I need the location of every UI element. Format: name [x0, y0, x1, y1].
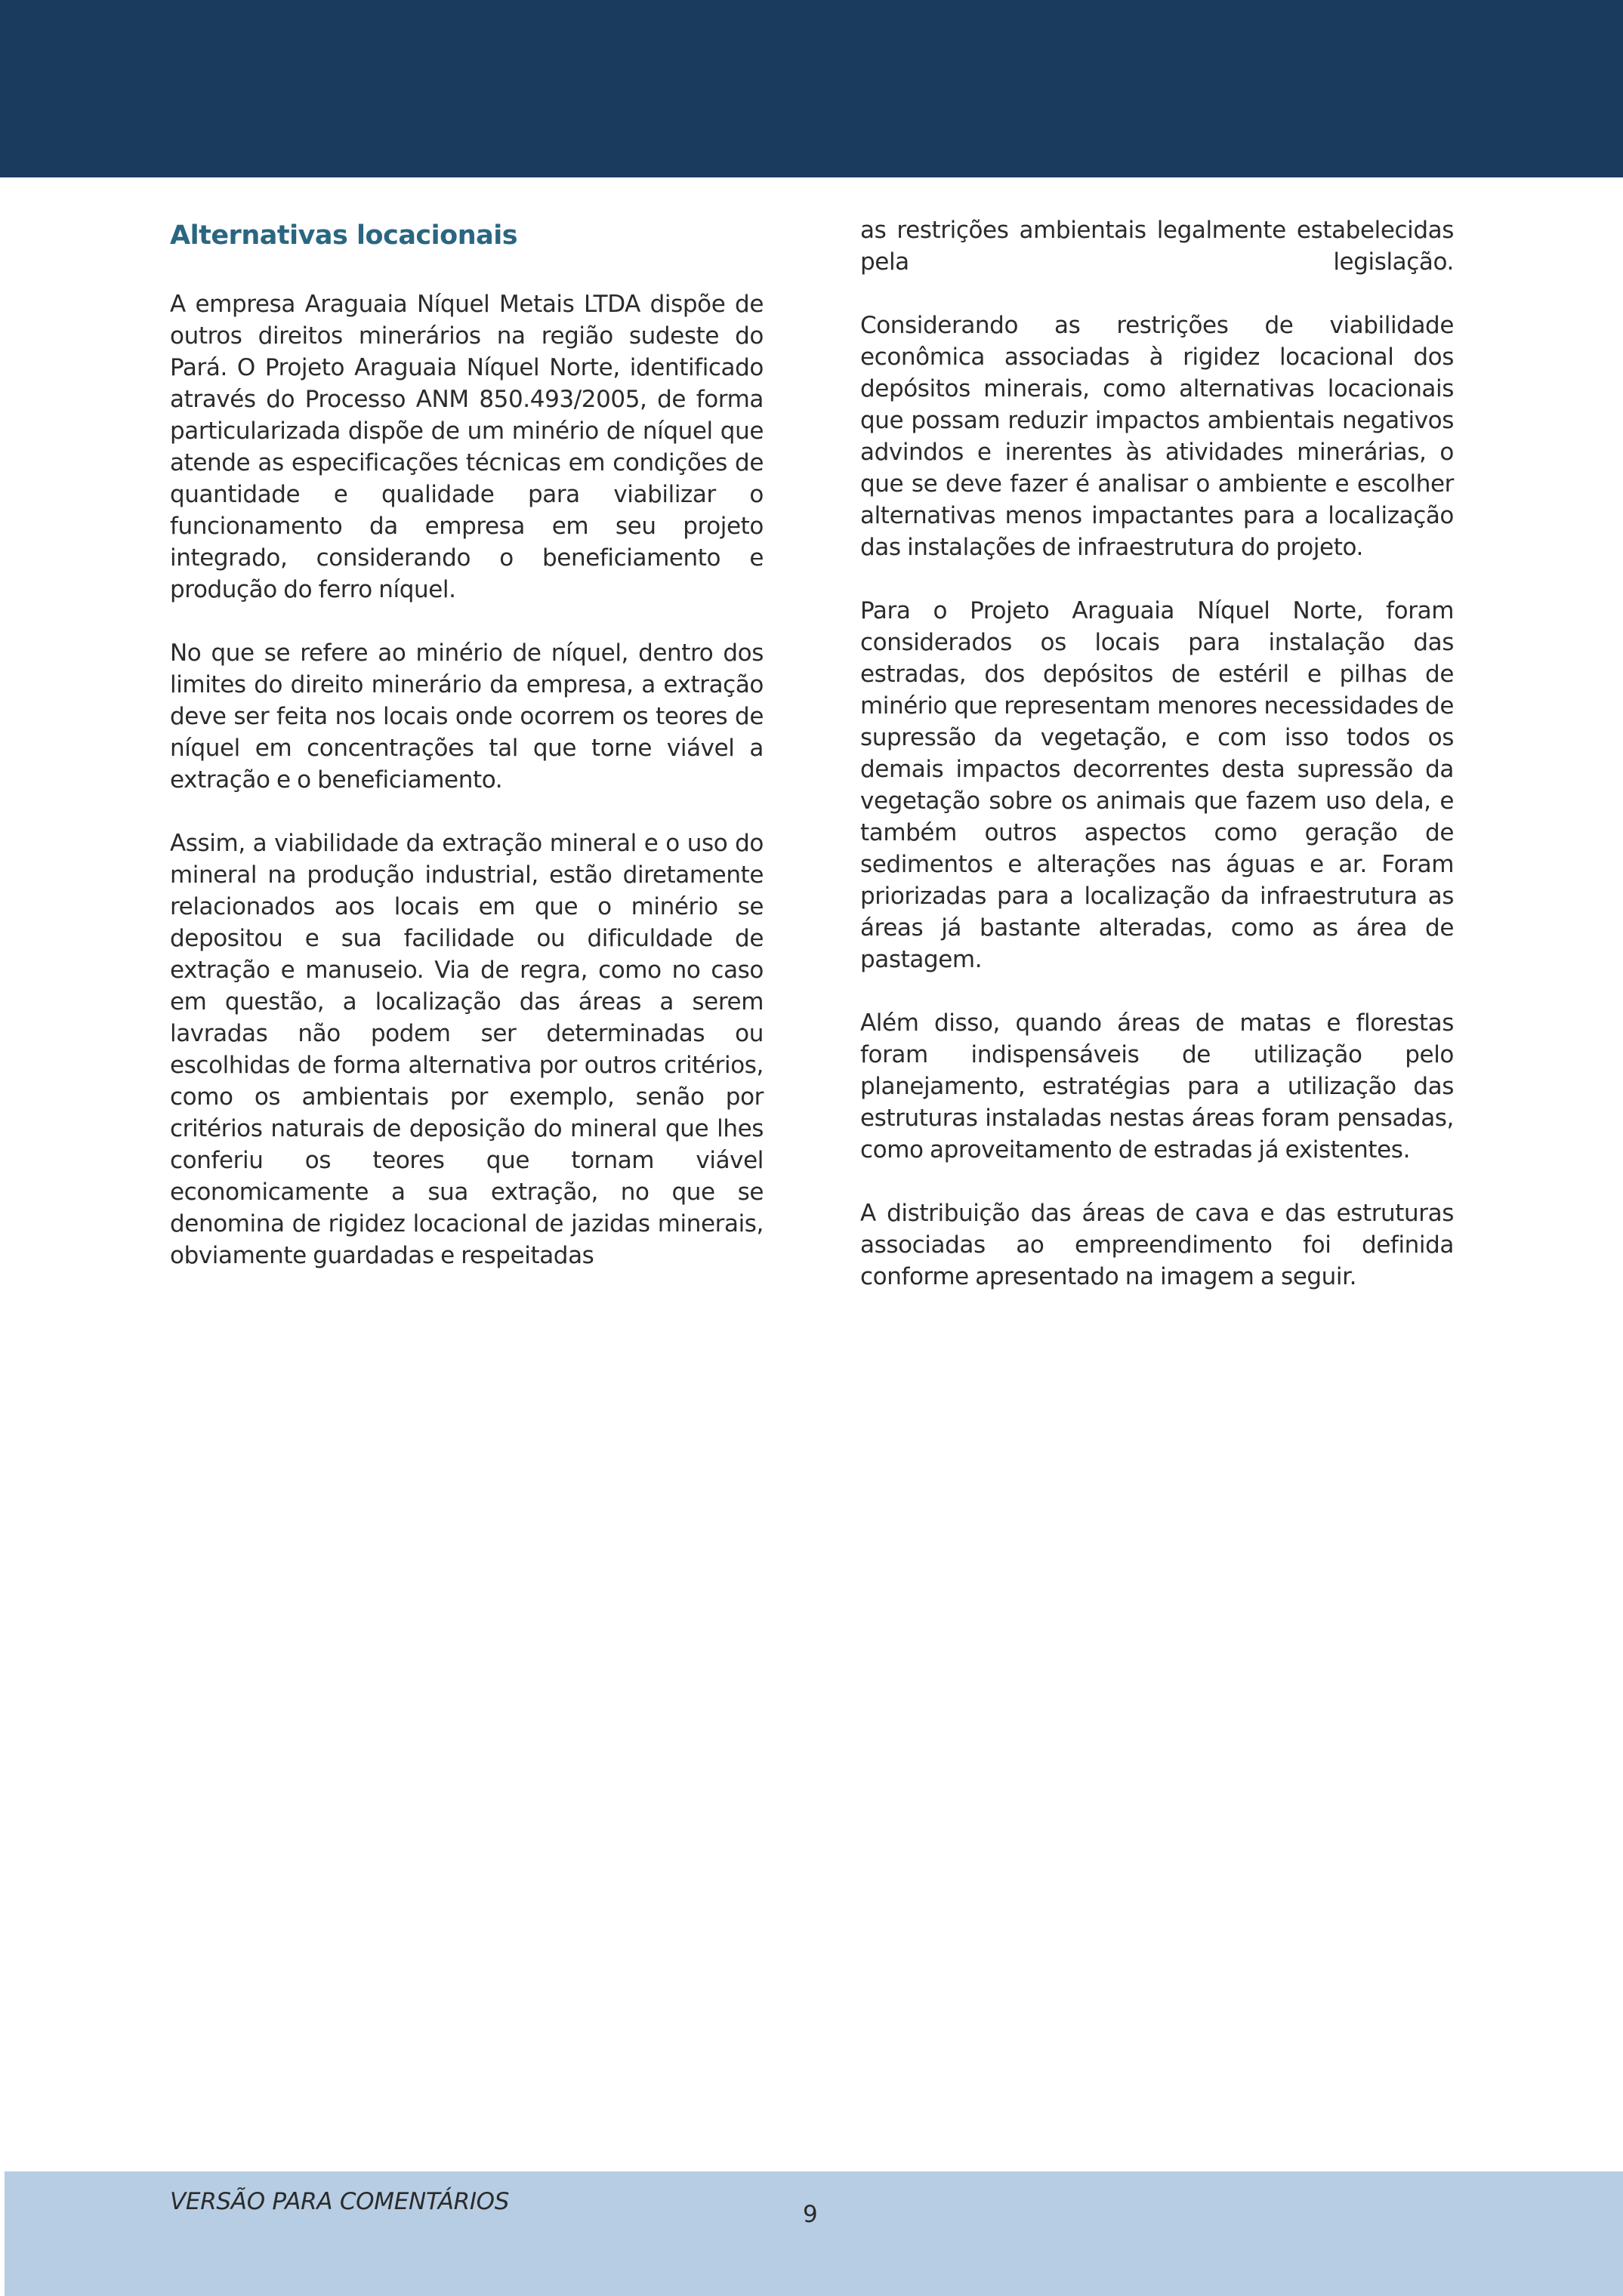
- header-band: [0, 0, 1623, 177]
- footer-version-label: VERSÃO PARA COMENTÁRIOS: [170, 2188, 510, 2215]
- paragraph: No que se refere ao minério de níquel, dentro dos limites do direito minerário da empresa, a extração deve ser feita nos locais onde ocorrem os teores de níquel em concentrações tal que torne viável a extração e o beneficiamento.: [170, 639, 764, 794]
- section-title: Alternativas locacionais: [170, 220, 518, 251]
- paragraph: Considerando as restrições de viabilidade econômica associadas à rigidez locacional dos depósitos minerais, como alternativas locacionais que possam reduzir impactos ambientais negativos advindos e inerentes às atividades minerárias, o que se deve fazer é analisar o ambiente e escolher alternativas menos impactantes para a localização das instalações de infraestrutura do projeto.: [860, 312, 1454, 561]
- paragraph: Para o Projeto Araguaia Níquel Norte, foram considerados os locais para instalação das estradas, dos depósitos de estéril e pilhas de minério que representam menores necessidades de supressão da vegetação, e com isso todos os demais impactos decorrentes desta supressão da vegetação sobre os animais que fazem uso dela, e também outros aspectos como geração de sedimentos e alterações nas águas e ar. Foram priorizadas para a localização da infraestrutura as áreas já bastante alteradas, como as área de pastagem.: [860, 597, 1454, 973]
- right-column: [860, 214, 1454, 1324]
- paragraph: Assim, a viabilidade da extração mineral e o uso do mineral na produção industrial, estão diretamente relacionados aos locais em que o minério se depositou e sua facilidade ou dificuldade de extração e manuseio. Via de regra, como no caso em questão, a localização das áreas a serem lavradas não podem ser determinadas ou escolhidas de forma alternativa por outros critérios, como os ambientais por exemplo, senão por critérios naturais de deposição do mineral que lhes conferiu os teores que tornam viável economicamente a sua extração, no que se denomina de rigidez locacional de jazidas minerais, obviamente guardadas e respeitadas: [170, 830, 764, 1269]
- paragraph: A distribuição das áreas de cava e das estruturas associadas ao empreendimento foi definida conforme apresentado na imagem a seguir.: [860, 1200, 1454, 1290]
- paragraph: Além disso, quando áreas de matas e florestas foram indispensáveis de utilização pelo planejamento, estratégias para a utilização das estruturas instaladas nestas áreas foram pensadas, como aproveitamento de estradas já existentes.: [860, 1009, 1454, 1163]
- page-number: 9: [803, 2201, 818, 2228]
- paragraph-continuation: as restrições ambientais legalmente estabelecidas pela legislação.: [860, 217, 1454, 276]
- left-column: [170, 214, 764, 1303]
- paragraph: A empresa Araguaia Níquel Metais LTDA dispõe de outros direitos minerários na região sudeste do Pará. O Projeto Araguaia Níquel Norte, identificado através do Processo ANM 850.493/2005, de forma particularizada dispõe de um minério de níquel que atende as especificações técnicas em condições de quantidade e qualidade para viabilizar o funcionamento da empresa em seu projeto integrado, considerando o beneficiamento e produção do ferro níquel.: [170, 291, 764, 603]
